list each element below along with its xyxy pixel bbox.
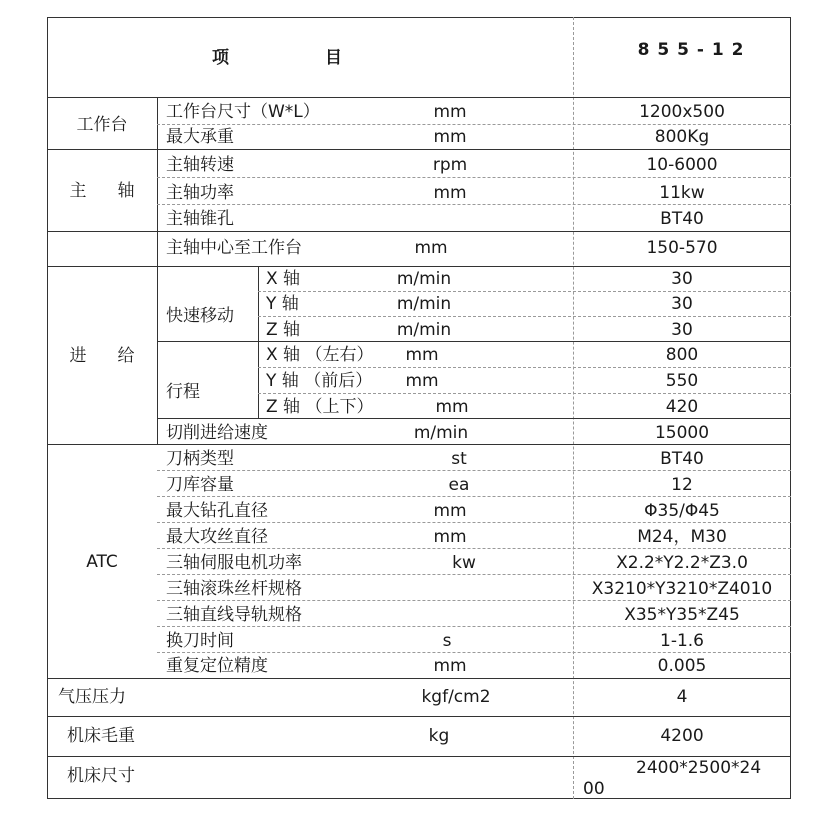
row-unit: mm bbox=[433, 656, 467, 676]
row-value: 30 bbox=[671, 320, 693, 340]
footer-value: 4 bbox=[676, 687, 688, 707]
header-divider bbox=[47, 97, 791, 98]
footer-unit: kg bbox=[428, 726, 450, 746]
row-label: 主轴转速 bbox=[166, 155, 234, 175]
row-sep bbox=[157, 574, 791, 575]
group-sep-1 bbox=[47, 149, 791, 150]
row-value: 420 bbox=[665, 397, 699, 417]
row-value: X2.2*Y2.2*Z3.0 bbox=[616, 553, 748, 573]
row-value: X35*Y35*Z45 bbox=[624, 605, 740, 625]
row-unit: mm bbox=[433, 527, 467, 547]
row-value: 800 bbox=[665, 345, 699, 365]
group-sep-7 bbox=[47, 678, 791, 679]
row-unit: rpm bbox=[432, 155, 468, 175]
row-unit: mm bbox=[435, 397, 469, 417]
row-value: 12 bbox=[671, 475, 693, 495]
group-spindle-b: 轴 bbox=[117, 181, 135, 201]
row-value: X3210*Y3210*Z4010 bbox=[591, 579, 773, 599]
footer-label: 机床尺寸 bbox=[67, 766, 135, 786]
row-label: X 轴 bbox=[266, 269, 301, 289]
row-value: 10-6000 bbox=[646, 155, 718, 175]
row-label: Z 轴 （上下） bbox=[266, 397, 374, 417]
footer-value-line1: 2400*2500*24 bbox=[636, 758, 762, 778]
row-sep bbox=[157, 626, 791, 627]
group-sep-6 bbox=[47, 444, 791, 445]
group-sep-8 bbox=[47, 716, 791, 717]
row-unit: m/min bbox=[396, 320, 452, 340]
group-sep-5 bbox=[157, 418, 791, 419]
row-sep bbox=[157, 177, 791, 178]
row-value: BT40 bbox=[660, 209, 704, 229]
row-sep bbox=[258, 393, 791, 394]
row-value: BT40 bbox=[660, 449, 704, 469]
row-label: 刀库容量 bbox=[166, 475, 234, 495]
group-feed-a: 进 bbox=[69, 346, 87, 366]
row-sep bbox=[157, 522, 791, 523]
row-sep bbox=[157, 124, 791, 125]
row-label: 重复定位精度 bbox=[166, 656, 268, 676]
row-sep bbox=[258, 367, 791, 368]
row-unit: mm bbox=[405, 371, 439, 391]
row-value: 1200x500 bbox=[639, 102, 725, 122]
group-sep-2 bbox=[47, 231, 791, 232]
footer-unit: kgf/cm2 bbox=[421, 687, 491, 707]
row-label: 最大钻孔直径 bbox=[166, 501, 268, 521]
row-value: M24，M30 bbox=[637, 527, 727, 547]
row-value: 30 bbox=[671, 269, 693, 289]
footer-label: 机床毛重 bbox=[67, 726, 135, 746]
row-value: 11kw bbox=[659, 183, 705, 203]
row-unit: m/min bbox=[413, 423, 469, 443]
row-value: 800Kg bbox=[654, 127, 710, 147]
row-unit: mm bbox=[433, 102, 467, 122]
row-value: 15000 bbox=[654, 423, 710, 443]
group-sep-9 bbox=[47, 756, 791, 757]
row-value: 150-570 bbox=[646, 238, 718, 258]
row-unit: kw bbox=[452, 553, 476, 573]
header-item-a: 项 bbox=[212, 48, 230, 68]
row-sep bbox=[157, 496, 791, 497]
row-label: 最大承重 bbox=[166, 127, 234, 147]
row-value: 0.005 bbox=[657, 656, 707, 676]
row-sep bbox=[258, 316, 791, 317]
row-value: 550 bbox=[665, 371, 699, 391]
row-label: 换刀时间 bbox=[166, 631, 234, 651]
row-label: 切削进给速度 bbox=[166, 423, 268, 443]
row-sep bbox=[157, 600, 791, 601]
row-label: 三轴直线导轨规格 bbox=[166, 605, 302, 625]
row-unit: st bbox=[451, 449, 467, 469]
row-sep bbox=[258, 291, 791, 292]
group-table: 工作台 bbox=[76, 115, 128, 135]
row-unit: mm bbox=[414, 238, 448, 258]
row-unit: mm bbox=[433, 127, 467, 147]
footer-label: 气压压力 bbox=[58, 687, 126, 707]
row-value: 30 bbox=[671, 294, 693, 314]
subgroup-rapid: 快速移动 bbox=[166, 306, 234, 326]
row-label: X 轴 （左右） bbox=[266, 345, 374, 365]
row-unit: m/min bbox=[396, 294, 452, 314]
row-value: 1-1.6 bbox=[660, 631, 704, 651]
row-label: 主轴中心至工作台 bbox=[166, 238, 302, 258]
row-unit: m/min bbox=[396, 269, 452, 289]
row-label: 刀柄类型 bbox=[166, 449, 234, 469]
row-sep bbox=[157, 652, 791, 653]
footer-value: 4200 bbox=[660, 726, 704, 746]
row-unit: ea bbox=[448, 475, 470, 495]
group-atc: ATC bbox=[86, 552, 118, 572]
row-label: Y 轴 （前后） bbox=[266, 371, 373, 391]
row-sep bbox=[157, 470, 791, 471]
row-sep bbox=[157, 204, 791, 205]
row-unit: s bbox=[442, 631, 452, 651]
group-sep-4 bbox=[157, 341, 791, 342]
row-value: Φ35/Φ45 bbox=[644, 501, 720, 521]
row-label: 三轴滚珠丝杆规格 bbox=[166, 579, 302, 599]
row-label: Z 轴 bbox=[266, 320, 301, 340]
value-column-divider bbox=[573, 17, 574, 799]
row-label: 主轴功率 bbox=[166, 183, 234, 203]
row-unit: mm bbox=[433, 501, 467, 521]
group-spindle-a: 主 bbox=[69, 181, 87, 201]
row-label: 三轴伺服电机功率 bbox=[166, 553, 302, 573]
subgroup-divider bbox=[258, 266, 259, 418]
row-label: 工作台尺寸（W*L） bbox=[166, 102, 320, 122]
group-sep-3 bbox=[47, 266, 791, 267]
row-label: Y 轴 bbox=[266, 294, 299, 314]
header-item-b: 目 bbox=[325, 48, 343, 68]
subgroup-travel: 行程 bbox=[166, 382, 200, 402]
row-label: 主轴锥孔 bbox=[166, 209, 234, 229]
row-unit: mm bbox=[405, 345, 439, 365]
row-label: 最大攻丝直径 bbox=[166, 527, 268, 547]
row-unit: mm bbox=[433, 183, 467, 203]
footer-value-line2: 00 bbox=[583, 779, 605, 799]
row-sep bbox=[157, 548, 791, 549]
header-model: 8 5 5 - 1 2 bbox=[637, 40, 745, 60]
group-feed-b: 给 bbox=[117, 346, 135, 366]
